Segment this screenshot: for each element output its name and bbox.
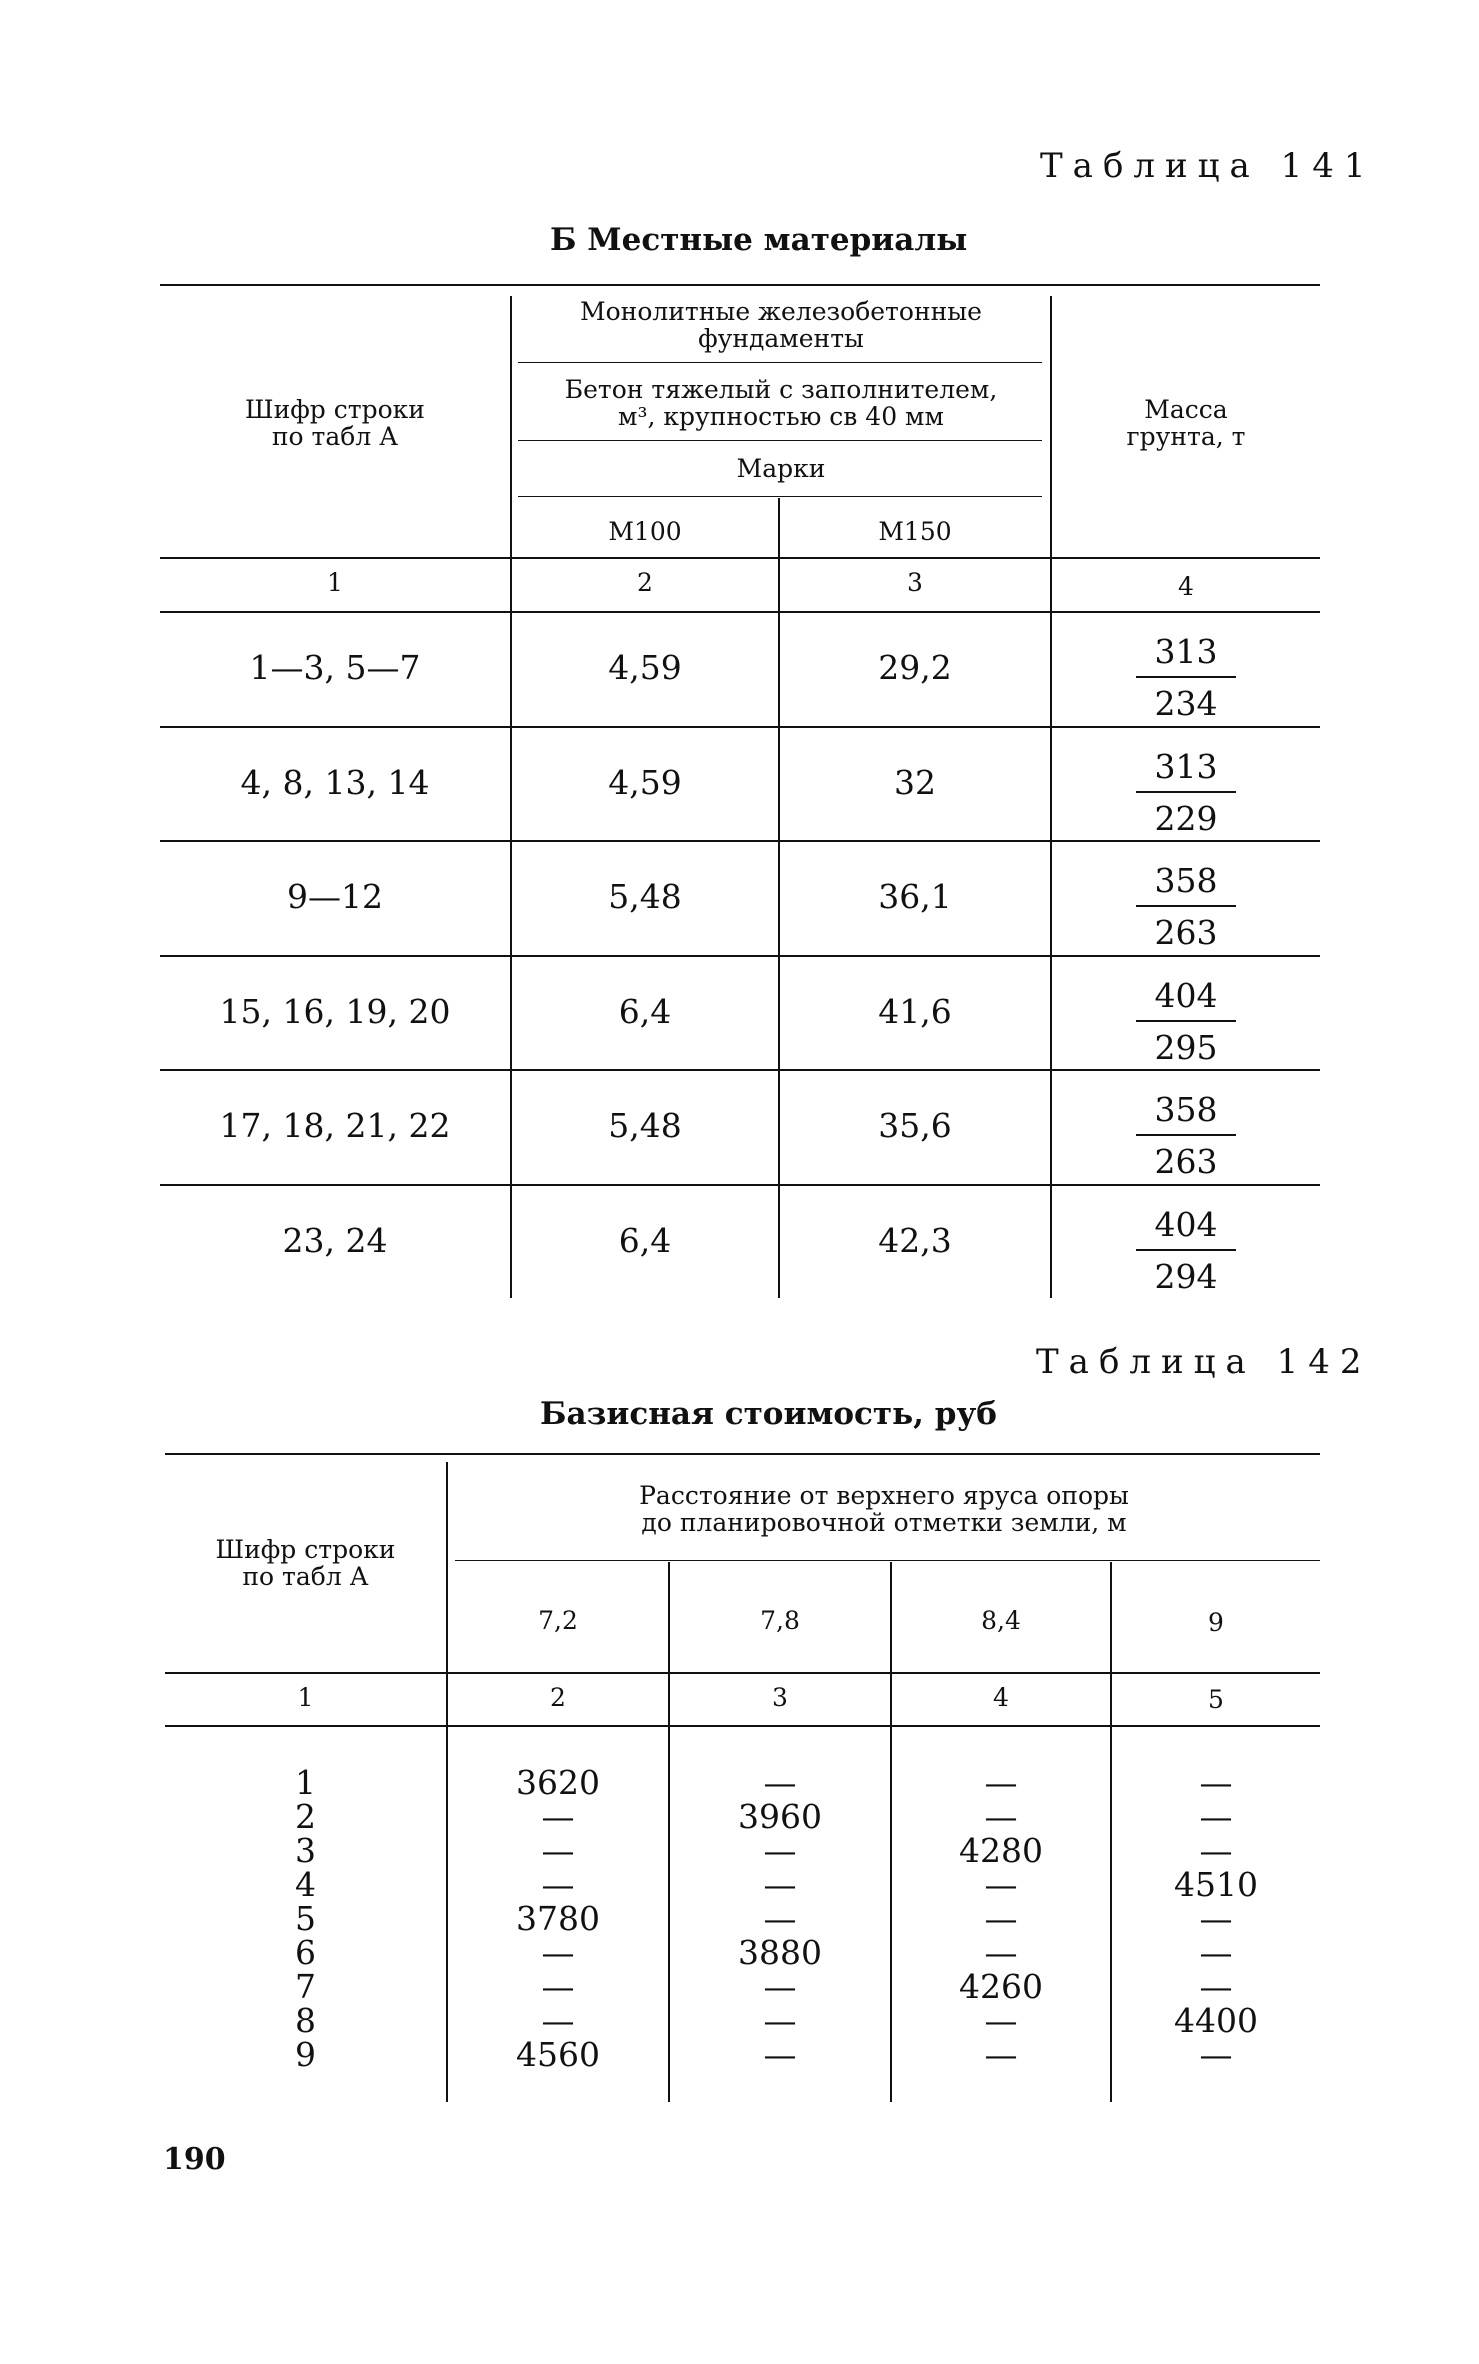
m150-value: 41,6: [878, 992, 952, 1031]
m150-header: М150: [878, 517, 952, 546]
cost-column-8-4: — — 4280 — — — 4260 — —: [959, 1763, 1043, 2074]
m150-value: 35,6: [878, 1106, 952, 1145]
row-code: 9—12: [287, 877, 383, 916]
m150-value: 42,3: [878, 1221, 952, 1260]
foundations-header: Монолитные железобетонные фундаменты: [580, 297, 982, 353]
soil-mass-fraction: $\frac{313}{234}$: [1136, 632, 1236, 724]
column-number: 4: [1178, 572, 1194, 601]
m100-value: 5,48: [608, 877, 682, 916]
m150-value: 29,2: [878, 648, 952, 687]
column-number: 3: [907, 568, 923, 597]
m100-value: 6,4: [618, 992, 672, 1031]
column-number: 4: [993, 1683, 1009, 1712]
column-number: 2: [637, 568, 653, 597]
row-code-header: Шифр строки по табл А: [245, 395, 425, 451]
column-number: 1: [297, 1683, 314, 1712]
cost-column-7-2: 3620 — — — 3780 — — — 4560: [516, 1763, 600, 2074]
row-code-header: Шифр строки по табл А: [215, 1535, 396, 1591]
m100-value: 6,4: [618, 1221, 672, 1260]
row-code: 23, 24: [282, 1221, 388, 1260]
soil-mass-fraction: $\frac{358}{263}$: [1136, 861, 1236, 953]
column-number: 5: [1208, 1685, 1224, 1714]
soil-mass-fraction: $\frac{404}{295}$: [1136, 976, 1236, 1068]
cost-column-7-8: — 3960 — — — 3880 — — —: [738, 1763, 822, 2074]
m150-value: 36,1: [878, 877, 952, 916]
row-code: 17, 18, 21, 22: [219, 1106, 451, 1145]
m100-value: 4,59: [608, 648, 682, 687]
m100-value: 5,48: [608, 1106, 682, 1145]
table-141-title: Б Местные материалы: [550, 222, 968, 258]
height-header: 8,4: [981, 1606, 1021, 1635]
row-code: 15, 16, 19, 20: [219, 992, 451, 1031]
table-141-caption: Таблица 141: [1040, 146, 1376, 186]
height-header: 9: [1208, 1608, 1224, 1637]
height-header: 7,8: [760, 1606, 800, 1635]
column-number: 2: [550, 1683, 566, 1712]
column-number: 1: [327, 568, 343, 597]
m100-value: 4,59: [608, 763, 682, 802]
distance-header: Расстояние от верхнего яруса опоры до планировочной отметки земли, м: [639, 1481, 1129, 1537]
marks-header: Марки: [736, 454, 826, 483]
soil-mass-header: Масса грунта, т: [1126, 395, 1246, 451]
row-code: 1—3, 5—7: [249, 648, 421, 687]
column-number: 3: [772, 1683, 788, 1712]
cost-column-9: — — — 4510 — — — 4400 —: [1174, 1763, 1258, 2074]
table-142-title: Базисная стоимость, руб: [540, 1396, 997, 1432]
soil-mass-fraction: $\frac{358}{263}$: [1136, 1090, 1236, 1182]
m150-value: 32: [894, 763, 936, 802]
height-header: 7,2: [538, 1606, 578, 1635]
soil-mass-fraction: $\frac{313}{229}$: [1136, 747, 1236, 839]
m100-header: М100: [608, 517, 682, 546]
concrete-header: Бетон тяжелый с заполнителем, м³, крупностью св 40 мм: [564, 375, 998, 431]
page-number: 190: [163, 2142, 226, 2177]
soil-mass-fraction: $\frac{404}{294}$: [1136, 1205, 1236, 1297]
table-142-caption: Таблица 142: [1036, 1342, 1372, 1382]
row-code: 4, 8, 13, 14: [240, 763, 430, 802]
row-codes: 1 2 3 4 5 6 7 8 9: [295, 1763, 316, 2074]
